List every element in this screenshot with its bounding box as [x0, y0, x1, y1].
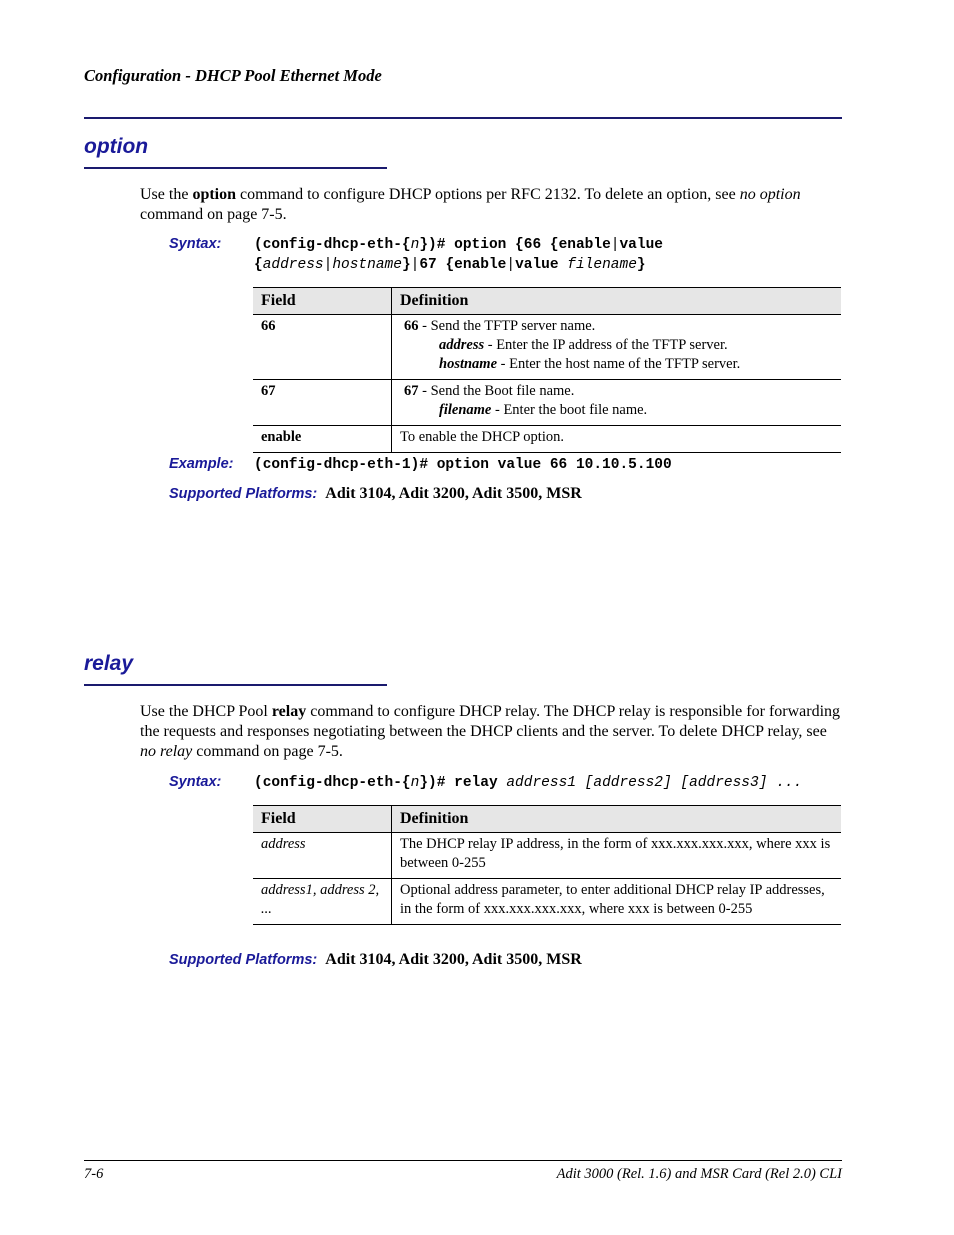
table-header-row	[253, 288, 841, 315]
column-header-definition: Definition	[392, 288, 842, 315]
section-title-relay: relay	[84, 652, 134, 675]
table-header-row	[253, 806, 841, 833]
syntax-label: Syntax:	[169, 774, 222, 790]
relay-syntax: (config-dhcp-eth-{n})# relay address1 [address2] [address3] ...	[254, 775, 803, 791]
definition-cell: Optional address parameter, to enter additional DHCP relay IP addresses, in the form of xxx.xxx.xxx.xxx, where xxx is between 0-255	[392, 879, 842, 925]
table-row	[253, 879, 841, 925]
intro-text: command to configure DHCP relay. The DHCP relay is responsible for forwarding the requests and responses negotiating between the DHCP clients and the server. To delete DHCP relay, see	[140, 703, 841, 740]
column-header-field: Field	[253, 288, 392, 315]
footer-rule	[84, 1160, 842, 1161]
section-title-option: option	[84, 135, 149, 158]
page-number: 7-6	[84, 1166, 104, 1182]
platforms-label: Supported Platforms: Adit 3104, Adit 3200, Adit 3500, MSR	[169, 951, 582, 968]
field-cell: 67	[253, 380, 392, 426]
column-header-field: Field	[253, 806, 392, 833]
platforms-list: Adit 3104, Adit 3200, Adit 3500, MSR	[325, 951, 582, 968]
intro-text: command to configure DHCP options per RFC 2132. To delete an option, see	[236, 186, 740, 203]
table-row	[253, 315, 841, 380]
example-command: (config-dhcp-eth-1)# option value 66 10.10.5.100	[254, 457, 672, 473]
intro-text: Use the DHCP Pool	[140, 703, 272, 720]
platforms-list: Adit 3104, Adit 3200, Adit 3500, MSR	[325, 485, 582, 502]
definition-cell: 67 - Send the Boot file name. filename - Enter the boot file name.	[392, 380, 842, 426]
intro-text: command on page 7-5.	[192, 743, 343, 760]
syntax-label: Syntax:	[169, 236, 222, 252]
table-row	[253, 426, 841, 453]
intro-text: Use the	[140, 186, 193, 203]
relay-intro	[140, 702, 842, 762]
option-syntax	[254, 235, 663, 275]
table-row	[253, 833, 841, 879]
intro-command: relay	[271, 703, 307, 720]
footer-doc-title: Adit 3000 (Rel. 1.6) and MSR Card (Rel 2.0) CLI	[556, 1166, 842, 1182]
field-cell: address	[253, 833, 392, 879]
platforms-label: Supported Platforms: Adit 3104, Adit 3200, Adit 3500, MSR	[169, 485, 582, 502]
syntax-line-2: {address|hostname}|67 {enable|value filename}	[254, 257, 646, 273]
definition-cell: 66 - Send the TFTP server name. address - Enter the IP address of the TFTP server. hostname - Enter the host name of the TFTP server.	[392, 315, 842, 380]
syntax-line-1: (config-dhcp-eth-{n})# option {66 {enable|value	[254, 237, 663, 253]
field-cell: 66	[253, 315, 392, 380]
definition-cell: To enable the DHCP option.	[392, 426, 842, 453]
option-field-table	[253, 287, 841, 453]
intro-command: option	[192, 186, 237, 203]
intro-text: command on page 7-5.	[140, 206, 287, 223]
section-rule-relay	[84, 684, 387, 686]
intro-reference: no option	[739, 186, 801, 203]
column-header-definition: Definition	[392, 806, 842, 833]
table-row	[253, 380, 841, 426]
option-intro	[140, 185, 842, 225]
intro-reference: no relay	[140, 743, 193, 760]
field-cell: enable	[253, 426, 392, 453]
header-rule	[84, 117, 842, 119]
definition-cell: The DHCP relay IP address, in the form of xxx.xxx.xxx.xxx, where xxx is between 0-255	[392, 833, 842, 879]
example-label: Example:	[169, 456, 234, 472]
section-rule-option	[84, 167, 387, 169]
field-cell: address1, address 2, ...	[253, 879, 392, 925]
running-header: Configuration - DHCP Pool Ethernet Mode	[84, 66, 382, 85]
relay-field-table	[253, 805, 841, 925]
